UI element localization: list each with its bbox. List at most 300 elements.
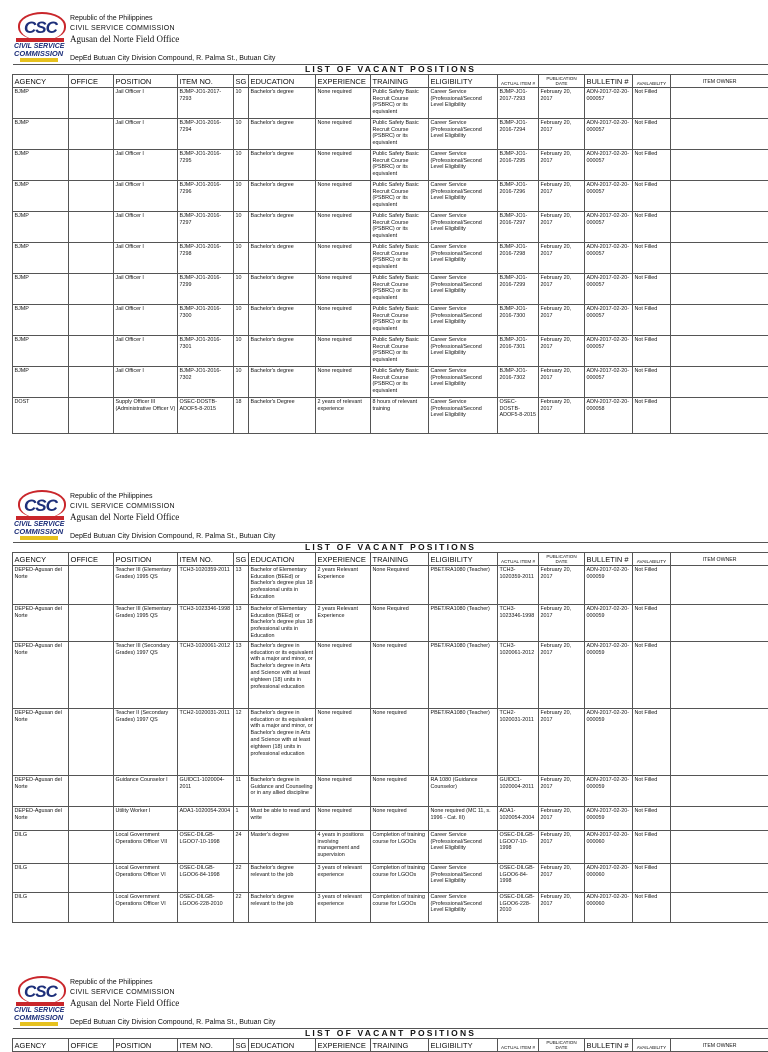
- cell-education: Bachelor's degree: [249, 180, 316, 211]
- cell-position: Local Government Operations Officer VI: [114, 863, 178, 892]
- cell-item-no: OSEC-DOSTB-ADOF5-8-2015: [178, 397, 234, 433]
- column-header-bulletin: BULLETIN #: [585, 74, 633, 87]
- table-row: [13, 775, 768, 806]
- cell-bulletin: ADN-2017-02-20-000060: [585, 892, 633, 922]
- cell-availability: Not Filled: [633, 211, 671, 242]
- cell-eligibility: Career Service (Professional/Second Level Eligibility: [429, 180, 498, 211]
- cell-actual-item: TCH3-1020359-2011: [498, 565, 539, 604]
- cell-sg: 11: [234, 775, 249, 806]
- cell-position: Jail Officer I: [114, 118, 178, 149]
- cell-item-owner: [671, 775, 768, 806]
- cell-eligibility: Career Service (Professional/Second Level Eligibility: [429, 242, 498, 273]
- cell-education: Bachelor's degree: [249, 87, 316, 118]
- cell-agency: DEPED-Agusan del Norte: [13, 641, 69, 708]
- cell-availability: Not Filled: [633, 806, 671, 830]
- cell-sg: 10: [234, 366, 249, 397]
- cell-training: Public Safety Basic Recruit Course (PSBRC) or its equivalent: [371, 366, 429, 397]
- cell-item-no: OSEC-DILGB-LGOO7-10-1998: [178, 830, 234, 863]
- cell-education: Bachelor's degree relevant to the job: [249, 892, 316, 922]
- cell-availability: Not Filled: [633, 118, 671, 149]
- column-header-office: OFFICE: [69, 1038, 114, 1051]
- table-row: [13, 180, 768, 211]
- cell-publication-date: February 20, 2017: [539, 397, 585, 433]
- cell-bulletin: ADN-2017-02-20-000058: [585, 397, 633, 433]
- cell-agency: DILG: [13, 830, 69, 863]
- cell-position: Teacher III (Secondary Grades) 1997 QS: [114, 641, 178, 708]
- cell-actual-item: OSEC-DILGB-LGOO6-228-2010: [498, 892, 539, 922]
- cell-bulletin: ADN-2017-02-20-000057: [585, 211, 633, 242]
- cell-training: None required: [371, 775, 429, 806]
- cell-training: Public Safety Basic Recruit Course (PSBRC) or its equivalent: [371, 335, 429, 366]
- column-header-availability: AVAILABILITY: [633, 552, 671, 565]
- column-header-sg: SG: [234, 74, 249, 87]
- cell-agency: BJMP: [13, 304, 69, 335]
- table-row: [13, 565, 768, 604]
- cell-bulletin: ADN-2017-02-20-000060: [585, 830, 633, 863]
- republic-label: Republic of the Philippines: [70, 492, 179, 501]
- column-header-item-owner: ITEM OWNER: [671, 1038, 768, 1051]
- column-header-eligibility: ELIGIBILITY: [429, 1038, 498, 1051]
- page-header: [0, 964, 768, 1028]
- cell-education: Bachelor of Elementary Education (BEEd) or Bachelor's degree plus 18 professional units in Education: [249, 604, 316, 641]
- cell-training: Public Safety Basic Recruit Course (PSBRC) or its equivalent: [371, 211, 429, 242]
- cell-position: Jail Officer I: [114, 149, 178, 180]
- cell-publication-date: February 20, 2017: [539, 604, 585, 641]
- cell-experience: 3 years of relevant experience: [316, 892, 371, 922]
- cell-sg: 10: [234, 304, 249, 335]
- cell-item-owner: [671, 604, 768, 641]
- cell-training: None required: [371, 641, 429, 708]
- cell-item-no: BJMP-JO1-2016-7299: [178, 273, 234, 304]
- column-header-education: EDUCATION: [249, 1038, 316, 1051]
- table-row: [13, 397, 768, 433]
- cell-agency: BJMP: [13, 211, 69, 242]
- cell-actual-item: TCH3-1023346-1998: [498, 604, 539, 641]
- cell-actual-item: BJMP-JO1-2016-7295: [498, 149, 539, 180]
- cell-sg: 10: [234, 118, 249, 149]
- cell-position: Utility Worker I: [114, 806, 178, 830]
- column-header-education: EDUCATION: [249, 552, 316, 565]
- cell-bulletin: ADN-2017-02-20-000057: [585, 87, 633, 118]
- cell-agency: DOST: [13, 397, 69, 433]
- page-header: [0, 0, 768, 64]
- cell-availability: Not Filled: [633, 242, 671, 273]
- cell-item-no: TCH2-1020031-2011: [178, 708, 234, 775]
- cell-item-owner: [671, 304, 768, 335]
- cell-office: [69, 149, 114, 180]
- cell-experience: None required: [316, 149, 371, 180]
- cell-experience: None required: [316, 775, 371, 806]
- cell-position: Teacher III (Elementary Grades) 1995 QS: [114, 565, 178, 604]
- column-header-agency: AGENCY: [13, 74, 69, 87]
- cell-availability: Not Filled: [633, 304, 671, 335]
- cell-item-owner: [671, 708, 768, 775]
- cell-education: Bachelor's degree: [249, 366, 316, 397]
- cell-agency: DEPED-Agusan del Norte: [13, 708, 69, 775]
- cell-office: [69, 273, 114, 304]
- cell-actual-item: BJMP-JO1-2017-7293: [498, 87, 539, 118]
- cell-publication-date: February 20, 2017: [539, 775, 585, 806]
- table-row: [13, 149, 768, 180]
- cell-actual-item: OSEC-DILGB-LGOO6-84-1998: [498, 863, 539, 892]
- cell-education: Must be able to read and write: [249, 806, 316, 830]
- cell-eligibility: Career Service (Professional/Second Level Eligibility: [429, 366, 498, 397]
- column-header-agency: AGENCY: [13, 552, 69, 565]
- cell-agency: DEPED-Agusan del Norte: [13, 775, 69, 806]
- cell-training: None required: [371, 806, 429, 830]
- vacant-positions-table: [12, 64, 768, 434]
- cell-sg: 18: [234, 397, 249, 433]
- cell-item-no: BJMP-JO1-2016-7294: [178, 118, 234, 149]
- cell-item-no: BJMP-JO1-2016-7297: [178, 211, 234, 242]
- table-row: [13, 242, 768, 273]
- cell-position: Jail Officer I: [114, 211, 178, 242]
- cell-experience: None required: [316, 806, 371, 830]
- cell-actual-item: BJMP-JO1-2016-7302: [498, 366, 539, 397]
- cell-availability: Not Filled: [633, 149, 671, 180]
- column-header-item-no: ITEM NO.: [178, 552, 234, 565]
- cell-availability: Not Filled: [633, 87, 671, 118]
- cell-agency: DEPED-Agusan del Norte: [13, 604, 69, 641]
- column-header-experience: EXPERIENCE: [316, 74, 371, 87]
- column-header-item-no: ITEM NO.: [178, 74, 234, 87]
- cell-office: [69, 604, 114, 641]
- cell-eligibility: Career Service (Professional/Second Level Eligibility: [429, 397, 498, 433]
- cell-education: Bachelor's degree: [249, 335, 316, 366]
- cell-availability: Not Filled: [633, 604, 671, 641]
- column-header-item-owner: ITEM OWNER: [671, 74, 768, 87]
- table-row: [13, 604, 768, 641]
- cell-education: Bachelor's degree: [249, 273, 316, 304]
- cell-item-no: TCH3-1020061-2012: [178, 641, 234, 708]
- column-header-availability: AVAILABILITY: [633, 1038, 671, 1051]
- cell-experience: 2 years Relevant Experience: [316, 565, 371, 604]
- cell-item-owner: [671, 242, 768, 273]
- cell-publication-date: February 20, 2017: [539, 806, 585, 830]
- cell-item-no: BJMP-JO1-2016-7298: [178, 242, 234, 273]
- cell-publication-date: February 20, 2017: [539, 149, 585, 180]
- cell-experience: None required: [316, 335, 371, 366]
- cell-training: 8 hours of relevant training: [371, 397, 429, 433]
- cell-actual-item: GUIDC1-1020004-2011: [498, 775, 539, 806]
- cell-eligibility: PBET/RA1080 (Teacher): [429, 604, 498, 641]
- cell-agency: DILG: [13, 892, 69, 922]
- cell-eligibility: RA 1080 (Guidance Counselor): [429, 775, 498, 806]
- table-row: [13, 211, 768, 242]
- cell-training: Public Safety Basic Recruit Course (PSBRC) or its equivalent: [371, 118, 429, 149]
- cell-office: [69, 180, 114, 211]
- office-address: DepEd Butuan City Division Compound, R. Palma St., Butuan City: [70, 1019, 275, 1026]
- cell-eligibility: Career Service (Professional/Second Level Eligibility: [429, 830, 498, 863]
- cell-item-no: BJMP-JO1-2016-7296: [178, 180, 234, 211]
- table-row: [13, 87, 768, 118]
- cell-item-owner: [671, 892, 768, 922]
- cell-sg: 10: [234, 242, 249, 273]
- cell-training: None required: [371, 708, 429, 775]
- field-office-label: Agusan del Norte Field Office: [70, 512, 179, 523]
- cell-publication-date: February 20, 2017: [539, 830, 585, 863]
- cell-education: Bachelor's degree: [249, 304, 316, 335]
- cell-sg: 24: [234, 830, 249, 863]
- cell-experience: None required: [316, 242, 371, 273]
- cell-office: [69, 87, 114, 118]
- column-header-eligibility: ELIGIBILITY: [429, 552, 498, 565]
- cell-publication-date: February 20, 2017: [539, 87, 585, 118]
- cell-actual-item: TCH2-1020031-2011: [498, 708, 539, 775]
- cell-bulletin: ADN-2017-02-20-000057: [585, 335, 633, 366]
- cell-availability: Not Filled: [633, 565, 671, 604]
- cell-training: Public Safety Basic Recruit Course (PSBRC) or its equivalent: [371, 87, 429, 118]
- cell-item-owner: [671, 366, 768, 397]
- cell-office: [69, 641, 114, 708]
- cell-position: Jail Officer I: [114, 273, 178, 304]
- cell-availability: Not Filled: [633, 708, 671, 775]
- cell-training: Public Safety Basic Recruit Course (PSBRC) or its equivalent: [371, 149, 429, 180]
- cell-eligibility: Career Service (Professional/Second Level Eligibility: [429, 863, 498, 892]
- page-3: [0, 964, 768, 1052]
- cell-eligibility: Career Service (Professional/Second Level Eligibility: [429, 273, 498, 304]
- cell-publication-date: February 20, 2017: [539, 180, 585, 211]
- table-row: [13, 304, 768, 335]
- table-row: [13, 863, 768, 892]
- office-address: DepEd Butuan City Division Compound, R. Palma St., Butuan City: [70, 55, 275, 62]
- cell-publication-date: February 20, 2017: [539, 641, 585, 708]
- cell-item-no: BJMP-JO1-2016-7302: [178, 366, 234, 397]
- cell-item-no: OSEC-DILGB-LGOO6-228-2010: [178, 892, 234, 922]
- cell-agency: BJMP: [13, 180, 69, 211]
- cell-actual-item: BJMP-JO1-2016-7297: [498, 211, 539, 242]
- table-row: [13, 892, 768, 922]
- cell-availability: Not Filled: [633, 863, 671, 892]
- cell-actual-item: ADA1-1020054-2004: [498, 806, 539, 830]
- column-header-training: TRAINING: [371, 1038, 429, 1051]
- cell-item-owner: [671, 830, 768, 863]
- cell-position: Local Government Operations Officer VII: [114, 830, 178, 863]
- cell-sg: 13: [234, 565, 249, 604]
- cell-eligibility: Career Service (Professional/Second Level Eligibility: [429, 87, 498, 118]
- cell-item-owner: [671, 118, 768, 149]
- cell-office: [69, 863, 114, 892]
- cell-eligibility: Career Service (Professional/Second Level Eligibility: [429, 211, 498, 242]
- cell-office: [69, 211, 114, 242]
- cell-education: Bachelor's degree: [249, 211, 316, 242]
- cell-item-no: ADA1-1020054-2004: [178, 806, 234, 830]
- column-header-actual-item: ACTUAL ITEM #: [498, 74, 539, 87]
- column-header-item-owner: ITEM OWNER: [671, 552, 768, 565]
- cell-item-owner: [671, 806, 768, 830]
- cell-actual-item: BJMP-JO1-2016-7299: [498, 273, 539, 304]
- table-title: LIST OF VACANT POSITIONS: [13, 543, 768, 553]
- cell-bulletin: ADN-2017-02-20-000059: [585, 604, 633, 641]
- column-header-education: EDUCATION: [249, 74, 316, 87]
- cell-item-owner: [671, 863, 768, 892]
- table-row: [13, 806, 768, 830]
- cell-education: Bachelor of Elementary Education (BEEd) or Bachelor's degree plus 18 professional units in Education: [249, 565, 316, 604]
- cell-publication-date: February 20, 2017: [539, 892, 585, 922]
- cell-office: [69, 118, 114, 149]
- table-title: LIST OF VACANT POSITIONS: [13, 1029, 768, 1039]
- cell-publication-date: February 20, 2017: [539, 273, 585, 304]
- cell-experience: None required: [316, 708, 371, 775]
- field-office-label: Agusan del Norte Field Office: [70, 998, 179, 1009]
- cell-training: Completion of training course for LGOOs: [371, 863, 429, 892]
- republic-label: Republic of the Philippines: [70, 978, 179, 987]
- cell-agency: BJMP: [13, 87, 69, 118]
- column-header-position: POSITION: [114, 74, 178, 87]
- column-header-actual-item: ACTUAL ITEM #: [498, 1038, 539, 1051]
- cell-office: [69, 565, 114, 604]
- cell-bulletin: ADN-2017-02-20-000059: [585, 775, 633, 806]
- cell-office: [69, 775, 114, 806]
- cell-position: Jail Officer I: [114, 366, 178, 397]
- cell-agency: BJMP: [13, 242, 69, 273]
- column-header-office: OFFICE: [69, 74, 114, 87]
- cell-training: Public Safety Basic Recruit Course (PSBRC) or its equivalent: [371, 304, 429, 335]
- cell-sg: 10: [234, 335, 249, 366]
- column-header-sg: SG: [234, 552, 249, 565]
- commission-label: CIVIL SERVICE COMMISSION: [70, 23, 179, 34]
- cell-actual-item: BJMP-JO1-2016-7300: [498, 304, 539, 335]
- table-row: [13, 641, 768, 708]
- cell-bulletin: ADN-2017-02-20-000060: [585, 863, 633, 892]
- cell-availability: Not Filled: [633, 180, 671, 211]
- cell-position: Teacher II (Secondary Grades) 1997 QS: [114, 708, 178, 775]
- column-header-publication-date: PUBLICATION DATE: [539, 74, 585, 87]
- cell-sg: 10: [234, 211, 249, 242]
- table-row: [13, 273, 768, 304]
- cell-actual-item: TCH3-1020061-2012: [498, 641, 539, 708]
- cell-position: Supply Officer III (Administrative Officer V): [114, 397, 178, 433]
- commission-label: CIVIL SERVICE COMMISSION: [70, 501, 179, 512]
- column-header-publication-date: PUBLICATION DATE: [539, 552, 585, 565]
- cell-position: Jail Officer I: [114, 335, 178, 366]
- cell-position: Jail Officer I: [114, 242, 178, 273]
- column-header-row: [13, 74, 768, 87]
- cell-agency: BJMP: [13, 335, 69, 366]
- cell-sg: 22: [234, 892, 249, 922]
- csc-logo-icon: CSC CIVIL SERVICE COMMISSION: [14, 10, 66, 62]
- cell-item-owner: [671, 211, 768, 242]
- cell-bulletin: ADN-2017-02-20-000057: [585, 149, 633, 180]
- cell-bulletin: ADN-2017-02-20-000057: [585, 273, 633, 304]
- cell-availability: Not Filled: [633, 397, 671, 433]
- column-header-office: OFFICE: [69, 552, 114, 565]
- cell-office: [69, 830, 114, 863]
- cell-item-owner: [671, 273, 768, 304]
- cell-bulletin: ADN-2017-02-20-000057: [585, 118, 633, 149]
- cell-sg: 12: [234, 708, 249, 775]
- cell-eligibility: PBET/RA1080 (Teacher): [429, 708, 498, 775]
- cell-publication-date: February 20, 2017: [539, 565, 585, 604]
- cell-sg: 10: [234, 180, 249, 211]
- cell-item-no: BJMP-JO1-2016-7301: [178, 335, 234, 366]
- cell-experience: None required: [316, 641, 371, 708]
- page-1: [0, 0, 768, 434]
- cell-actual-item: BJMP-JO1-2016-7296: [498, 180, 539, 211]
- cell-training: None Required: [371, 604, 429, 641]
- column-header-eligibility: ELIGIBILITY: [429, 74, 498, 87]
- column-header-bulletin: BULLETIN #: [585, 552, 633, 565]
- cell-experience: 2 years of relevant experience: [316, 397, 371, 433]
- cell-availability: Not Filled: [633, 273, 671, 304]
- cell-availability: Not Filled: [633, 892, 671, 922]
- cell-item-owner: [671, 397, 768, 433]
- cell-office: [69, 708, 114, 775]
- cell-publication-date: February 20, 2017: [539, 211, 585, 242]
- cell-item-owner: [671, 149, 768, 180]
- cell-bulletin: ADN-2017-02-20-000059: [585, 565, 633, 604]
- cell-position: Jail Officer I: [114, 304, 178, 335]
- cell-item-owner: [671, 335, 768, 366]
- cell-education: Bachelor's degree: [249, 118, 316, 149]
- cell-availability: Not Filled: [633, 830, 671, 863]
- cell-education: Bachelor's degree: [249, 242, 316, 273]
- cell-education: Bachelor's degree in education or its equivalent with a major and minor, or Bachelor's degree in Arts and Science with at least eighteen (18) units in professional education: [249, 641, 316, 708]
- column-header-experience: EXPERIENCE: [316, 552, 371, 565]
- cell-office: [69, 366, 114, 397]
- cell-position: Local Government Operations Officer VI: [114, 892, 178, 922]
- cell-office: [69, 242, 114, 273]
- cell-eligibility: PBET/RA1080 (Teacher): [429, 641, 498, 708]
- cell-sg: 22: [234, 863, 249, 892]
- cell-item-no: OSEC-DILGB-LGOO6-84-1998: [178, 863, 234, 892]
- cell-bulletin: ADN-2017-02-20-000057: [585, 304, 633, 335]
- table-row: [13, 830, 768, 863]
- cell-training: Public Safety Basic Recruit Course (PSBRC) or its equivalent: [371, 242, 429, 273]
- column-header-row: [13, 552, 768, 565]
- page-2: [0, 478, 768, 923]
- cell-education: Bachelor's degree in education or its equivalent with a major and minor, or Bachelor's degree in Arts and Science with at least eighteen (18) units in professional education: [249, 708, 316, 775]
- cell-position: Jail Officer I: [114, 180, 178, 211]
- cell-item-owner: [671, 87, 768, 118]
- cell-agency: DEPED-Agusan del Norte: [13, 806, 69, 830]
- cell-publication-date: February 20, 2017: [539, 863, 585, 892]
- cell-eligibility: Career Service (Professional/Second Level Eligibility: [429, 892, 498, 922]
- cell-experience: 2 years Relevant Experience: [316, 604, 371, 641]
- cell-education: Bachelor's degree relevant to the job: [249, 863, 316, 892]
- cell-training: Completion of training course for LGOOs: [371, 892, 429, 922]
- cell-actual-item: OSEC-DOSTB-ADOF5-8-2015: [498, 397, 539, 433]
- cell-training: Completion of training course for LGOOs: [371, 830, 429, 863]
- table-row: [13, 335, 768, 366]
- cell-bulletin: ADN-2017-02-20-000059: [585, 806, 633, 830]
- cell-sg: 1: [234, 806, 249, 830]
- column-header-row: [13, 1038, 768, 1051]
- cell-sg: 13: [234, 604, 249, 641]
- cell-office: [69, 806, 114, 830]
- csc-logo-icon: CSC CIVIL SERVICE COMMISSION: [14, 488, 66, 540]
- republic-label: Republic of the Philippines: [70, 14, 179, 23]
- cell-bulletin: ADN-2017-02-20-000057: [585, 366, 633, 397]
- office-address: DepEd Butuan City Division Compound, R. Palma St., Butuan City: [70, 533, 275, 540]
- cell-availability: Not Filled: [633, 335, 671, 366]
- field-office-label: Agusan del Norte Field Office: [70, 34, 179, 45]
- cell-bulletin: ADN-2017-02-20-000057: [585, 180, 633, 211]
- table-row: [13, 708, 768, 775]
- cell-item-no: TCH3-1020359-2011: [178, 565, 234, 604]
- column-header-agency: AGENCY: [13, 1038, 69, 1051]
- cell-experience: None required: [316, 211, 371, 242]
- cell-item-no: BJMP-JO1-2017-7293: [178, 87, 234, 118]
- vacant-positions-table: [12, 1028, 768, 1052]
- cell-agency: BJMP: [13, 118, 69, 149]
- cell-position: Jail Officer I: [114, 87, 178, 118]
- table-title: LIST OF VACANT POSITIONS: [13, 65, 768, 75]
- cell-agency: DEPED-Agusan del Norte: [13, 565, 69, 604]
- cell-experience: None required: [316, 118, 371, 149]
- cell-experience: 4 years in positions involving management and supervision: [316, 830, 371, 863]
- cell-actual-item: BJMP-JO1-2016-7298: [498, 242, 539, 273]
